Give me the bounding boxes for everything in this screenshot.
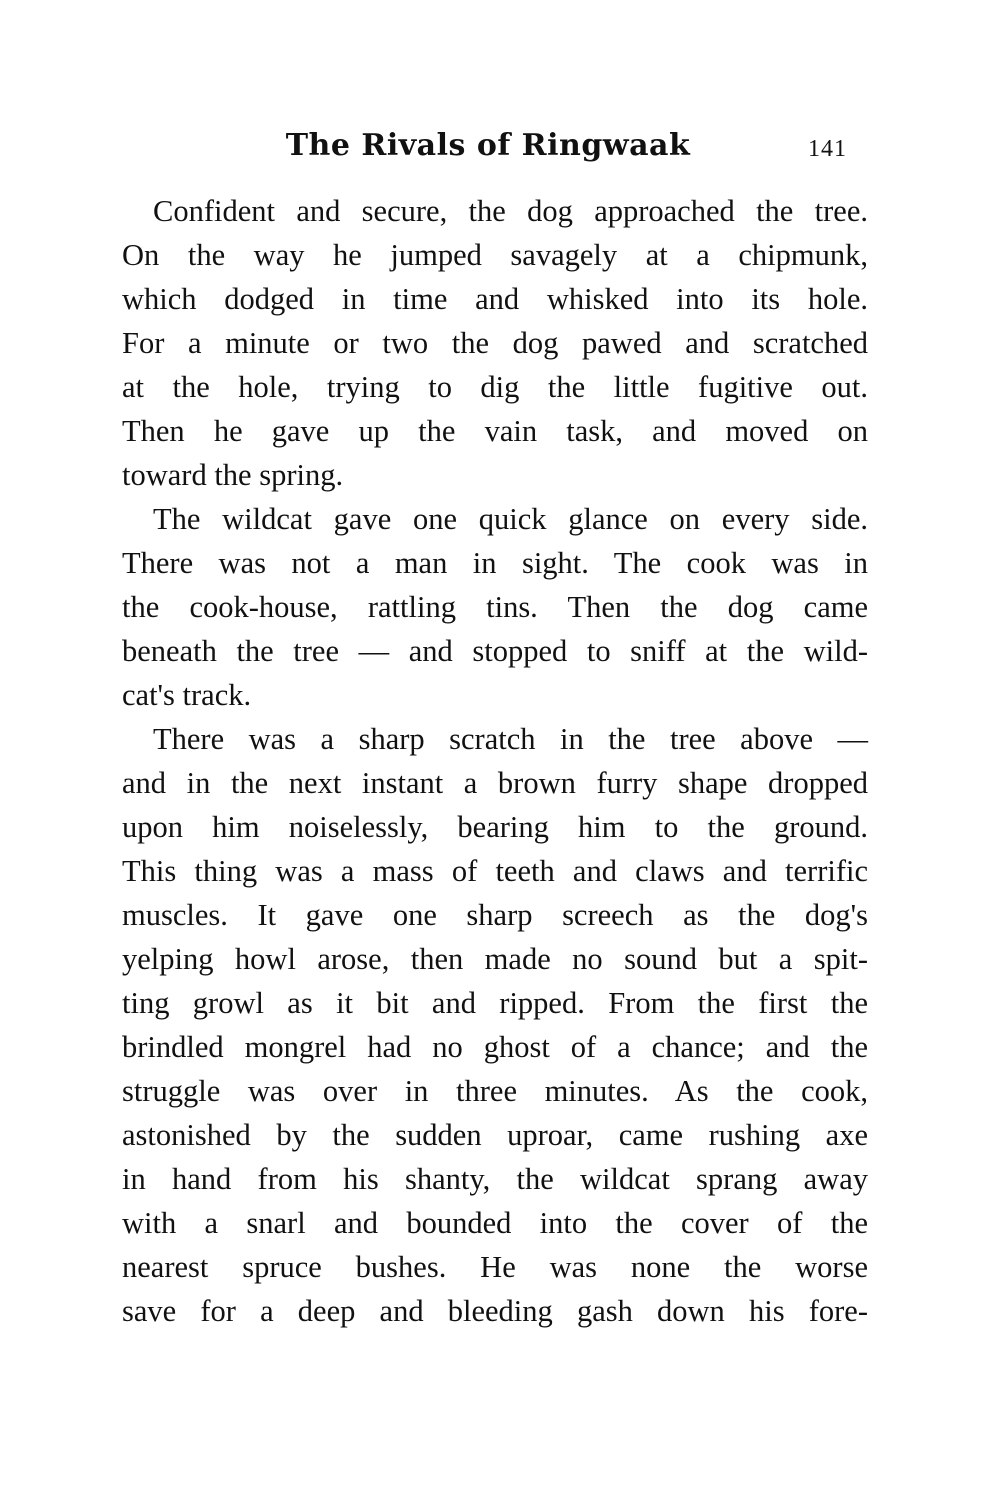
text-line: This thing was a mass of teeth and claws and terrific (122, 854, 868, 888)
text-line: The wildcat gave one quick glance on every side. (153, 502, 868, 536)
text-line: with a snarl and bounded into the cover of the (122, 1206, 868, 1240)
paragraph (122, 189, 868, 497)
text-line: There was a sharp scratch in the tree above — (153, 722, 868, 756)
text-line: On the way he jumped savagely at a chipmunk, (122, 238, 868, 272)
text-line: at the hole, trying to dig the little fugitive out. (122, 370, 868, 404)
text-line: upon him noiselessly, bearing him to the ground. (122, 810, 868, 844)
page-header (0, 128, 1000, 178)
text-line: yelping howl arose, then made no sound but a spit- (122, 942, 868, 976)
body-text (122, 189, 868, 1333)
text-line: beneath the tree — and stopped to sniff at the wild- (122, 634, 868, 668)
text-line: which dodged in time and whisked into its hole. (122, 282, 868, 316)
text-line: the cook-house, rattling tins. Then the dog came (122, 590, 868, 624)
text-line: cat's track. (122, 678, 252, 712)
text-line: ting growl as it bit and ripped. From the first the (122, 986, 868, 1020)
text-line: There was not a man in sight. The cook was in (122, 546, 868, 580)
text-line: Then he gave up the vain task, and moved on (122, 414, 868, 448)
running-title: The Rivals of Ringwaak (285, 128, 691, 163)
paragraph (122, 497, 868, 717)
text-line: nearest spruce bushes. He was none the worse (122, 1250, 868, 1284)
text-line: toward the spring. (122, 458, 344, 492)
text-line: save for a deep and bleeding gash down his fore- (122, 1294, 868, 1328)
text-line: brindled mongrel had no ghost of a chance; and the (122, 1030, 868, 1064)
page-number: 141 (808, 136, 847, 162)
text-line: Confident and secure, the dog approached the tree. (153, 194, 868, 228)
text-line: in hand from his shanty, the wildcat sprang away (122, 1162, 868, 1196)
text-line: For a minute or two the dog pawed and scratched (122, 326, 868, 360)
text-line: muscles. It gave one sharp screech as the dog's (122, 898, 868, 932)
paragraph (122, 717, 868, 1333)
text-line: astonished by the sudden uproar, came rushing axe (122, 1118, 868, 1152)
text-line: struggle was over in three minutes. As the cook, (122, 1074, 868, 1108)
text-line: and in the next instant a brown furry shape dropped (122, 766, 868, 800)
